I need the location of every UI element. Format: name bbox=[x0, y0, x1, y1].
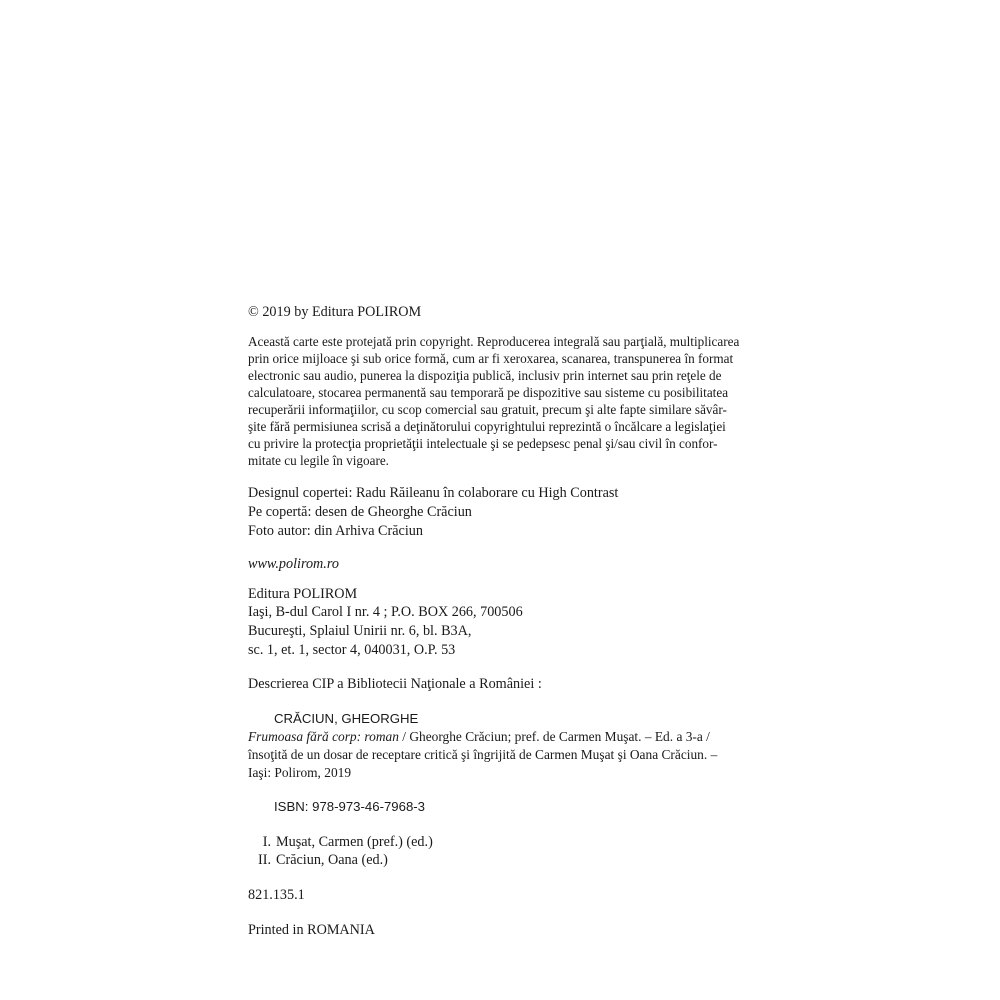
cover-design-credit: Designul copertei: Radu Răileanu în colaborare cu High Contrast bbox=[248, 485, 619, 502]
legal-notice bbox=[248, 333, 768, 470]
index-text: Crăciun, Oana (ed.) bbox=[276, 852, 388, 869]
publisher-address bbox=[248, 585, 768, 659]
legal-line: calculatoare, stocarea permanentă sau temporară pe dispozitive sau sisteme cu posibilitatea bbox=[248, 384, 729, 400]
copyright-page bbox=[248, 303, 768, 939]
cip-record bbox=[248, 675, 768, 905]
cip-statement: / Gheorghe Crăciun; pref. de Carmen Muşat. – Ed. a 3-a / bbox=[398, 729, 710, 745]
book-title: Frumoasa fără corp: roman bbox=[248, 729, 399, 745]
publisher-name: Editura POLIROM bbox=[248, 585, 358, 602]
cover-art-credit: Pe copertă: desen de Gheorghe Crăciun bbox=[248, 503, 472, 520]
address-line: Bucureşti, Splaiul Unirii nr. 6, bl. B3A, bbox=[248, 622, 472, 639]
legal-line: mitate cu legile în vigoare. bbox=[248, 453, 389, 469]
isbn: ISBN: 978-973-46-7968-3 bbox=[274, 799, 426, 815]
index-entry bbox=[248, 833, 768, 852]
classification-code: 821.135.1 bbox=[248, 887, 305, 904]
legal-line: electronic sau audio, punerea la dispoziţia publică, inclusiv prin internet sau prin reţele de bbox=[248, 367, 722, 383]
legal-line: prin orice mijloace şi sub orice formă, cum ar fi xeroxarea, scanarea, transpunerea în format bbox=[248, 350, 734, 366]
publisher-website: www.polirom.ro bbox=[248, 556, 339, 573]
credits bbox=[248, 484, 768, 540]
copyright-notice: © 2019 by Editura POLIROM bbox=[248, 304, 422, 320]
index-number: II. bbox=[258, 852, 271, 869]
legal-line: Această carte este protejată prin copyright. Reproducerea integrală sau parţială, multiplicarea bbox=[248, 333, 740, 349]
legal-line: şite fără permisiunea scrisă a deţinătorului copyrightului reprezintă o încălcare a legislaţiei bbox=[248, 419, 726, 435]
legal-line: recuperării informaţiilor, cu scop comercial sau gratuit, precum şi alte fapte similare săvâr- bbox=[248, 401, 727, 417]
legal-line: cu privire la protecţia proprietăţii intelectuale şi se pedepsesc penal şi/sau civil în confor- bbox=[248, 436, 718, 452]
address-line: Iaşi, B-dul Carol I nr. 4 ; P.O. BOX 266, 700506 bbox=[248, 604, 523, 621]
cip-imprint: Iaşi: Polirom, 2019 bbox=[248, 765, 352, 781]
index-entry bbox=[248, 851, 768, 870]
index-number: I. bbox=[262, 833, 271, 850]
index-text: Muşat, Carmen (pref.) (ed.) bbox=[276, 833, 433, 850]
printed-in: Printed in ROMANIA bbox=[248, 921, 375, 938]
cip-heading: Descrierea CIP a Bibliotecii Naţionale a României : bbox=[248, 676, 542, 693]
cip-statement-line: însoţită de un dosar de receptare critică şi îngrijită de Carmen Muşat şi Oana Crăciun. – bbox=[248, 747, 718, 763]
author-photo-credit: Foto autor: din Arhiva Crăciun bbox=[248, 522, 423, 539]
address-line: sc. 1, et. 1, sector 4, 040031, O.P. 53 bbox=[248, 641, 456, 658]
cip-title-line bbox=[248, 728, 768, 746]
cip-author: CRĂCIUN, GHEORGHE bbox=[274, 710, 419, 726]
